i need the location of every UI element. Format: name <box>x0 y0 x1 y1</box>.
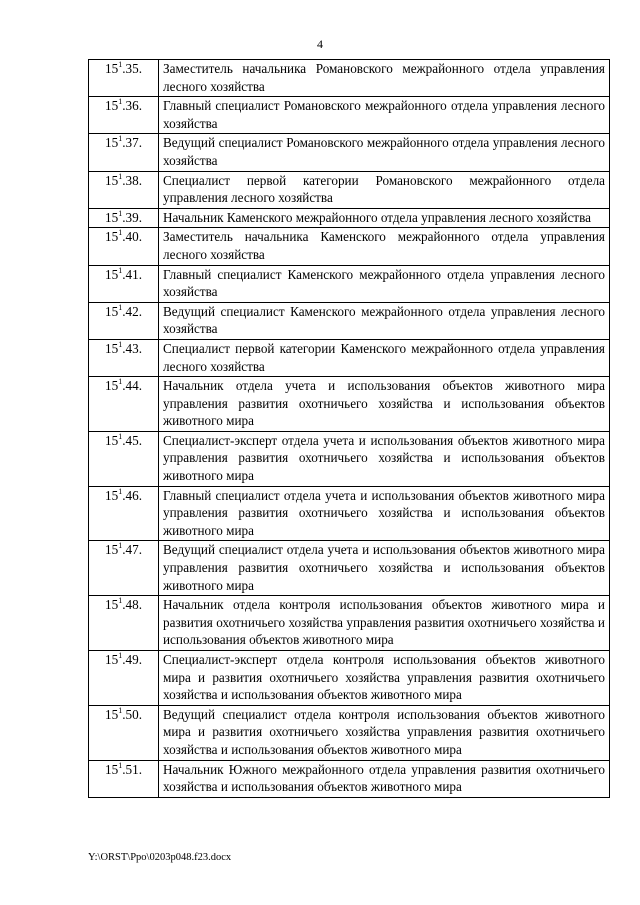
item-number-suffix: .43. <box>122 340 142 356</box>
item-number-suffix: .47. <box>122 542 142 558</box>
item-number-superscript: 1 <box>118 760 123 770</box>
table-row <box>89 60 610 97</box>
position-title: Специалист-эксперт отдела учета и использования объектов животного мира управления развития охотничьего хозяйства и использования объектов животного мира <box>159 431 610 486</box>
table-row <box>89 705 610 760</box>
item-number-superscript: 1 <box>118 228 123 238</box>
position-title: Ведущий специалист Романовского межрайонного отдела управления лесного хозяйства <box>159 134 610 171</box>
table-row <box>89 486 610 541</box>
position-title: Ведущий специалист отдела учета и использования объектов животного мира управления развития охотничьего хозяйства и использования объектов животного мира <box>159 541 610 596</box>
position-title: Заместитель начальника Каменского межрайонного отдела управления лесного хозяйства <box>159 228 610 265</box>
table-row <box>89 339 610 376</box>
item-number <box>89 339 159 376</box>
item-number <box>89 651 159 706</box>
position-title: Специалист первой категории Романовского межрайонного отдела управления лесного хозяйства <box>159 171 610 208</box>
item-number-suffix: .48. <box>122 597 142 613</box>
table-row <box>89 97 610 134</box>
item-number-superscript: 1 <box>118 596 123 606</box>
item-number-superscript: 1 <box>118 265 123 275</box>
item-number-suffix: .38. <box>122 172 142 188</box>
item-number-suffix: .45. <box>122 432 142 448</box>
item-number <box>89 486 159 541</box>
item-number-suffix: .39. <box>122 209 142 225</box>
item-number-base: 15 <box>105 542 119 558</box>
item-number <box>89 431 159 486</box>
item-number <box>89 541 159 596</box>
item-number <box>89 208 159 228</box>
item-number-suffix: .35. <box>122 61 142 76</box>
item-number <box>89 302 159 339</box>
item-number-suffix: .49. <box>122 652 142 667</box>
item-number-superscript: 1 <box>118 651 123 660</box>
position-title: Главный специалист Каменского межрайонного отдела управления лесного хозяйства <box>159 265 610 302</box>
table-row <box>89 541 610 596</box>
item-number-suffix: .46. <box>122 487 142 503</box>
item-number-base: 15 <box>105 266 119 282</box>
item-number <box>89 760 159 797</box>
item-number-base: 15 <box>105 652 119 667</box>
position-title: Ведущий специалист Каменского межрайонного отдела управления лесного хозяйства <box>159 302 610 339</box>
item-number-suffix: .51. <box>122 761 142 777</box>
item-number-suffix: .50. <box>122 706 142 722</box>
item-number-suffix: .41. <box>122 266 142 282</box>
item-number <box>89 705 159 760</box>
item-number-superscript: 1 <box>118 302 123 312</box>
table-row <box>89 651 610 706</box>
item-number-base: 15 <box>105 61 119 76</box>
item-number-base: 15 <box>105 303 119 319</box>
position-title: Начальник отдела учета и использования объектов животного мира управления развития охотничьего хозяйства и использования объектов животного мира <box>159 377 610 432</box>
item-number-superscript: 1 <box>118 134 123 144</box>
item-number-suffix: .40. <box>122 229 142 245</box>
item-number-superscript: 1 <box>118 486 123 496</box>
item-number <box>89 60 159 97</box>
page-number: 4 <box>317 37 323 51</box>
item-number-base: 15 <box>105 172 119 188</box>
item-number-base: 15 <box>105 340 119 356</box>
item-number-base: 15 <box>105 98 119 114</box>
item-number-superscript: 1 <box>118 208 123 218</box>
item-number <box>89 171 159 208</box>
item-number-base: 15 <box>105 135 119 151</box>
table-row <box>89 431 610 486</box>
item-number-base: 15 <box>105 432 119 448</box>
item-number <box>89 228 159 265</box>
table-row <box>89 596 610 651</box>
position-title: Заместитель начальника Романовского межрайонного отдела управления лесного хозяйства <box>159 60 610 97</box>
table-row <box>89 302 610 339</box>
item-number <box>89 265 159 302</box>
table-row <box>89 171 610 208</box>
table-row <box>89 377 610 432</box>
item-number-suffix: .42. <box>122 303 142 319</box>
position-title: Начальник Каменского межрайонного отдела управления лесного хозяйства <box>159 208 610 228</box>
item-number-suffix: .36. <box>122 98 142 114</box>
item-number-suffix: .44. <box>122 378 142 394</box>
item-number-base: 15 <box>105 378 119 394</box>
position-title: Главный специалист Романовского межрайонного отдела управления лесного хозяйства <box>159 97 610 134</box>
item-number <box>89 377 159 432</box>
item-number-superscript: 1 <box>118 541 123 551</box>
item-number-superscript: 1 <box>118 705 123 715</box>
item-number-superscript: 1 <box>118 60 123 69</box>
item-number-suffix: .37. <box>122 135 142 151</box>
table-row <box>89 265 610 302</box>
item-number-superscript: 1 <box>118 339 123 349</box>
item-number <box>89 97 159 134</box>
position-title: Специалист первой категории Каменского межрайонного отдела управления лесного хозяйства <box>159 339 610 376</box>
position-title: Главный специалист отдела учета и использования объектов животного мира управления развития охотничьего хозяйства и использования объектов животного мира <box>159 486 610 541</box>
item-number <box>89 134 159 171</box>
item-number-base: 15 <box>105 209 119 225</box>
table-row <box>89 760 610 797</box>
item-number-base: 15 <box>105 229 119 245</box>
file-path-footer: Y:\ORST\Ppo\0203p048.f23.docx <box>88 852 232 863</box>
item-number <box>89 596 159 651</box>
item-number-base: 15 <box>105 597 119 613</box>
item-number-superscript: 1 <box>118 171 123 181</box>
position-title: Специалист-эксперт отдела контроля использования объектов животного мира и развития охотничьего хозяйства управления развития охотничьего хозяйства и использования объектов животного мира <box>159 651 610 706</box>
item-number-base: 15 <box>105 706 119 722</box>
position-title: Начальник отдела контроля использования объектов животного мира и развития охотничьего хозяйства управления развития охотничьего хозяйства и использования объектов животного мира <box>159 596 610 651</box>
positions-table-body <box>89 60 610 798</box>
item-number-base: 15 <box>105 761 119 777</box>
position-title: Ведущий специалист отдела контроля использования объектов животного мира и развития охотничьего хозяйства управления развития охотничьего хозяйства и использования объектов животного мира <box>159 705 610 760</box>
item-number-superscript: 1 <box>118 377 123 387</box>
item-number-base: 15 <box>105 487 119 503</box>
position-title: Начальник Южного межрайонного отдела управления развития охотничьего хозяйства и использования объектов животного мира <box>159 760 610 797</box>
item-number-superscript: 1 <box>118 431 123 441</box>
item-number-superscript: 1 <box>118 97 123 107</box>
table-row <box>89 134 610 171</box>
table-row <box>89 228 610 265</box>
table-row <box>89 208 610 228</box>
positions-table <box>88 59 610 798</box>
